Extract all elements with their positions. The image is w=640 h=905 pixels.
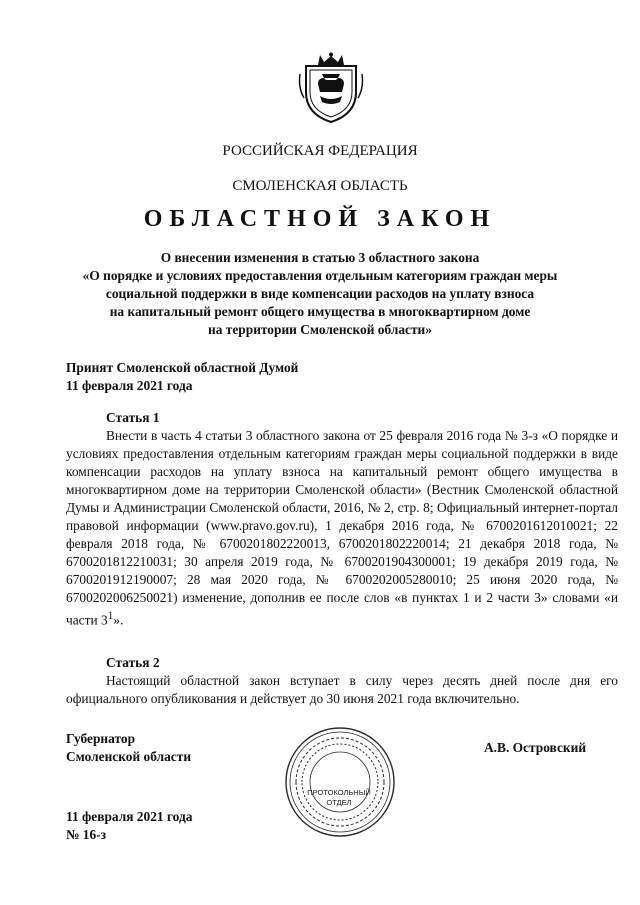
law-number: № 16-з: [66, 827, 107, 842]
adopted-by: Принят Смоленской областной Думой: [66, 360, 299, 375]
document-type-title: ОБЛАСТНОЙ ЗАКОН: [143, 206, 497, 232]
law-subject: [40, 249, 600, 339]
article-1-heading: Статья 1: [106, 410, 160, 425]
stamp-line: ПРОТОКОЛЬНЫЙ: [307, 788, 371, 797]
article-1-body: Внести в часть 4 статьи 3 областного закона от 25 февраля 2016 года № 3-з «О порядке и условиях предоставления отдельным категориям граждан меры социальной поддержки в виде компенсации расходов на уплату взноса на капитальный ремонт общего имущества в многоквартирном доме на территории Смоленской области» (Вестник Смоленской областной Думы и Администрации Смоленской области, 2016, № 2, стр. 8; Официальный интернет-портал правовой информации (www.pravo.gov.ru), 1 декабря 2016 года, № 6700201612010021; 22 февраля 2018 года, № 6700201802220013, 6700201802220014; 21 декабря 2018 года, № 6700201812210031; 30 апреля 2019 года, № 6700201904300001; 19 декабря 2019 года, № 6700201912190007; 28 мая 2020 года, № 6700202005280010; 25 июня 2020 года, № 6700202006250021) изменение, дополнив ее после слов «в пунктах 1 и 2 части 3» словами «и части 3: [66, 428, 618, 628]
country-name: РОССИЙСКАЯ ФЕДЕРАЦИЯ: [222, 143, 418, 159]
stamp-inner-text: [296, 788, 382, 822]
subject-line: на капитальный ремонт общего имущества в многоквартирном доме: [109, 304, 531, 319]
stamp-line: ОТДЕЛ: [326, 798, 352, 807]
article-1-tail: ».: [113, 612, 124, 628]
subject-line: «О порядке и условиях предоставления отдельным категориям граждан меры: [82, 268, 558, 283]
signatory-title-line: Губернатор: [66, 731, 136, 746]
signatory-title: [66, 730, 191, 766]
signatory-name: А.В. Островский: [484, 740, 587, 755]
subject-line: социальной поддержки в виде компенсации расходов на уплату взноса: [105, 286, 535, 301]
article-1-text: [66, 427, 618, 629]
official-stamp-icon: [280, 712, 400, 852]
region-name: СМОЛЕНСКАЯ ОБЛАСТЬ: [232, 178, 408, 194]
signing-info: [66, 808, 192, 844]
adoption-date: 11 февраля 2021 года: [66, 378, 193, 393]
article-2-text: Настоящий областной закон вступает в силу через десять дней после дня его официального опубликования и действует до 30 июня 2021 года включительно.: [66, 673, 618, 706]
adoption-info: [66, 359, 298, 395]
subject-line: О внесении изменения в статью 3 областного закона: [160, 250, 480, 265]
signatory-title-line: Смоленской области: [66, 749, 192, 764]
article-1-superscript: 1: [107, 610, 114, 622]
subject-line: на территории Смоленской области»: [208, 322, 432, 337]
coat-of-arms-icon: [298, 52, 364, 124]
signing-date: 11 февраля 2021 года: [66, 809, 193, 824]
article-2-heading: Статья 2: [106, 655, 160, 670]
